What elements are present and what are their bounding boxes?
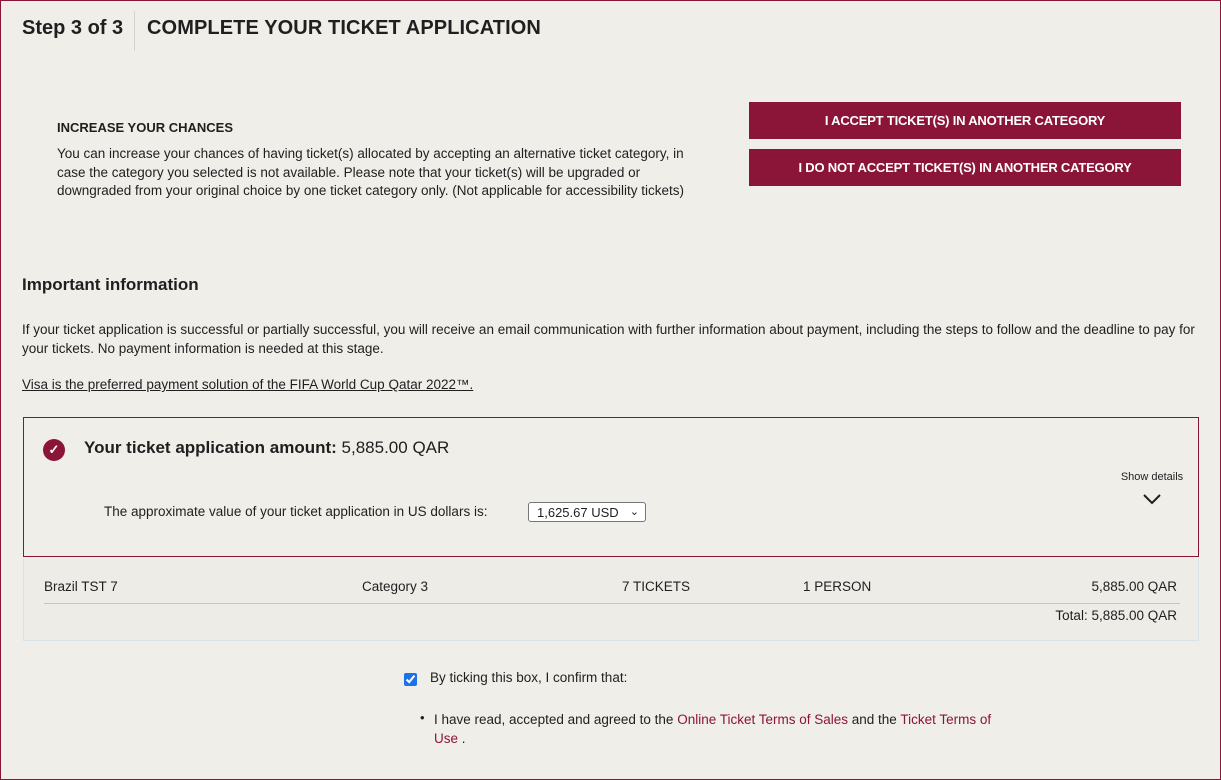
usd-value-select[interactable] — [528, 502, 646, 522]
increase-chances-text: You can increase your chances of having ticket(s) allocated by accepting an alternative ticket category, in case the category you selected is not available. Please note that your ticket(s) will be upgraded or downgraded from your original choice by one ticket category only. (Not applicable for accessibility tickets) — [57, 146, 685, 198]
check-circle-icon: ✓ — [43, 439, 65, 461]
amount-value: 5,885.00 QAR — [341, 438, 450, 457]
increase-chances-heading: INCREASE YOUR CHANCES — [57, 120, 234, 135]
terms-text-post: . — [458, 731, 466, 746]
usd-selected-value: 1,625.67 USD — [537, 504, 619, 520]
row-price: 5,885.00 QAR — [1091, 579, 1177, 594]
important-info-text: If your ticket application is successful or partially successful, you will receive an email communication with further information about payment, including the steps to follow and the deadline to pay for your tickets. No payment information is needed at this stage. — [22, 322, 1195, 356]
match-name: Brazil TST 7 — [44, 579, 118, 594]
chevron-down-icon: ⌄ — [629, 506, 639, 518]
terms-text-pre: I have read, accepted and agreed to the — [434, 712, 678, 727]
row-divider — [44, 603, 1180, 604]
confirm-checkbox[interactable] — [404, 673, 417, 686]
order-total: Total: 5,885.00 QAR — [1055, 608, 1177, 623]
step-divider — [134, 11, 135, 51]
ticket-category: Category 3 — [362, 579, 429, 594]
step-indicator: Step 3 of 3 — [22, 17, 124, 39]
decline-other-category-button[interactable]: I DO NOT ACCEPT TICKET(S) IN ANOTHER CATEGORY — [749, 149, 1181, 186]
chevron-down-icon[interactable] — [1142, 492, 1162, 506]
confirm-label: By ticking this box, I confirm that: — [430, 670, 628, 685]
amount-label: Your ticket application amount: — [84, 438, 342, 457]
ticket-count: 7 TICKETS — [622, 579, 691, 594]
usd-value-label: The approximate value of your ticket application in US dollars is: — [104, 504, 488, 519]
bullet-icon: • — [420, 710, 425, 725]
important-info-heading: Important information — [22, 275, 199, 294]
person-count: 1 PERSON — [803, 579, 872, 594]
order-details-panel — [23, 558, 1199, 641]
accept-other-category-button[interactable]: I ACCEPT TICKET(S) IN ANOTHER CATEGORY — [749, 102, 1181, 139]
page-title: COMPLETE YOUR TICKET APPLICATION — [147, 17, 541, 39]
online-ticket-terms-link[interactable]: Online Ticket Terms of Sales — [677, 712, 849, 727]
terms-text-mid: and the — [848, 712, 901, 727]
visa-info-link[interactable]: Visa is the preferred payment solution of the FIFA World Cup Qatar 2022™. — [22, 377, 474, 392]
ticket-terms-of-use-link[interactable]: Ticket Terms of Use — [434, 712, 992, 746]
show-details-link[interactable]: Show details — [1120, 471, 1184, 483]
terms-statement — [434, 710, 994, 748]
amount-title — [84, 438, 449, 458]
